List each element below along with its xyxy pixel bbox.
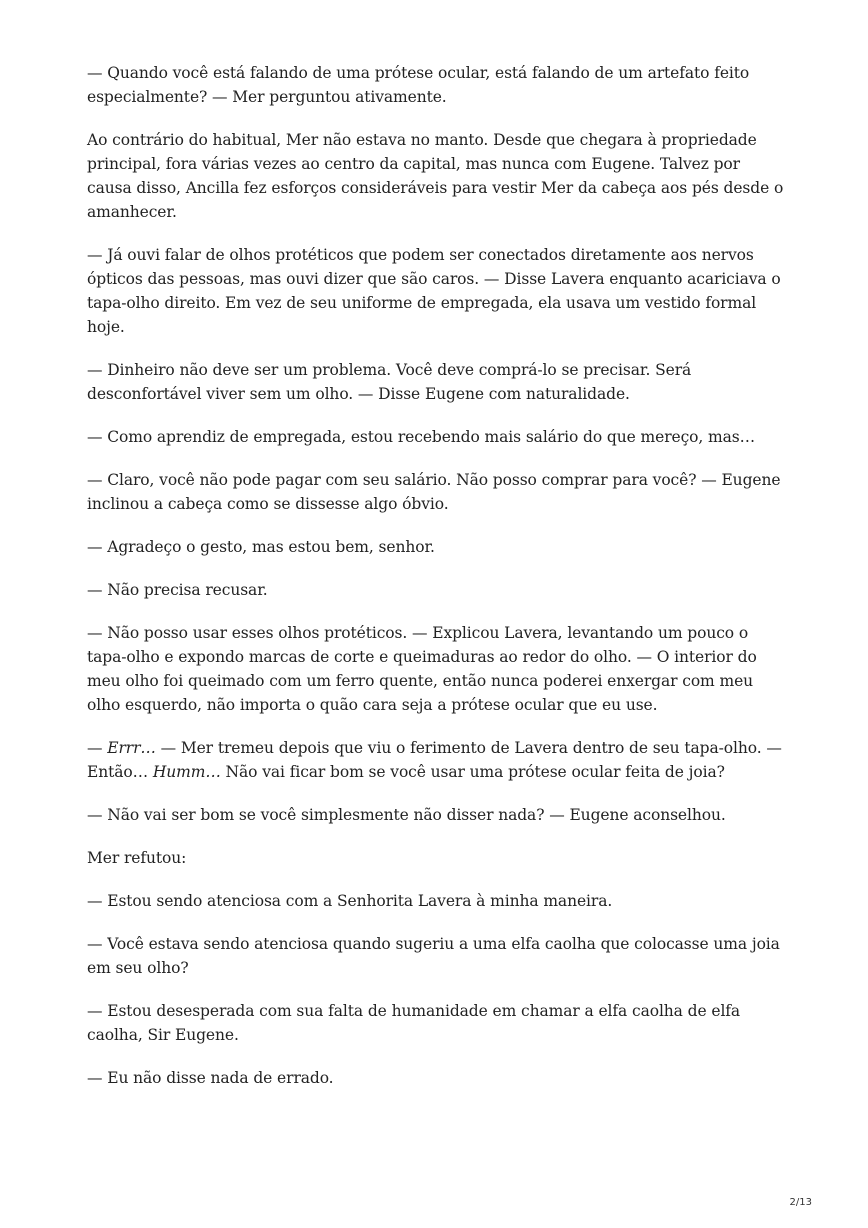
text-segment: — Dinheiro não deve ser um problema. Você deve comprá-lo se precisar. Será desconfortável viver sem um olho. — Disse Eugene com naturalidade. — [87, 361, 692, 403]
text-segment: — Estou desesperada com sua falta de humanidade em chamar a elfa caolha de elfa caolha, Sir Eugene. — [87, 1002, 741, 1044]
paragraph — [87, 358, 787, 406]
paragraph — [87, 243, 787, 339]
paragraph — [87, 61, 787, 109]
text-segment: — Agradeço o gesto, mas estou bem, senhor. — [87, 538, 435, 556]
text-segment: Mer refutou: — [87, 849, 187, 867]
paragraph — [87, 736, 787, 784]
paragraph — [87, 999, 787, 1047]
text-segment: — Já ouvi falar de olhos protéticos que podem ser conectados diretamente aos nervos ópticos das pessoas, mas ouvi dizer que são caros. — Disse Lavera enquanto acariciava o tapa-olho direito. Em vez de seu uniforme de empregada, ela usava um vestido formal hoje. — [87, 246, 781, 336]
paragraph — [87, 803, 787, 827]
document-body — [87, 61, 787, 1109]
paragraph — [87, 1066, 787, 1090]
italic-text: Errr… — [107, 739, 156, 757]
text-segment: — Estou sendo atenciosa com a Senhorita Lavera à minha maneira. — [87, 892, 613, 910]
paragraph — [87, 621, 787, 717]
text-segment: — — [87, 739, 108, 757]
text-segment: — Claro, você não pode pagar com seu salário. Não posso comprar para você? — Eugene inclinou a cabeça como se dissesse algo óbvio. — [87, 471, 781, 513]
text-segment: — Não vai ser bom se você simplesmente não disser nada? — Eugene aconselhou. — [87, 806, 726, 824]
page-number: 2/13 — [789, 1197, 812, 1208]
text-segment: — Mer tremeu depois que viu o ferimento de Lavera dentro de seu tapa-olho. — Então… — [87, 739, 782, 781]
italic-text: Humm… — [152, 763, 221, 781]
text-segment: — Você estava sendo atenciosa quando sugeriu a uma elfa caolha que colocasse uma joia em seu olho? — [87, 935, 780, 977]
text-segment: Não vai ficar bom se você usar uma prótese ocular feita de joia? — [220, 763, 725, 781]
text-segment: — Quando você está falando de uma prótese ocular, está falando de um artefato feito especialmente? — Mer perguntou ativamente. — [87, 64, 750, 106]
text-segment: — Não precisa recusar. — [87, 581, 268, 599]
paragraph — [87, 578, 787, 602]
text-segment: — Não posso usar esses olhos protéticos. — Explicou Lavera, levantando um pouco o tapa-olho e expondo marcas de corte e queimaduras ao redor do olho. — O interior do meu olho foi queimado com um ferro quente, então nunca poderei enxergar com meu olho esquerdo, não importa o quão cara seja a prótese ocular que eu use. — [87, 624, 757, 714]
paragraph — [87, 932, 787, 980]
text-segment: Ao contrário do habitual, Mer não estava no manto. Desde que chegara à propriedade principal, fora várias vezes ao centro da capital, mas nunca com Eugene. Talvez por causa disso, Ancilla fez esforços consideráveis para vestir Mer da cabeça aos pés desde o amanhecer. — [87, 131, 784, 221]
paragraph — [87, 425, 787, 449]
text-segment: — Como aprendiz de empregada, estou recebendo mais salário do que mereço, mas… — [87, 428, 756, 446]
paragraph — [87, 128, 787, 224]
paragraph — [87, 535, 787, 559]
paragraph — [87, 889, 787, 913]
paragraph — [87, 468, 787, 516]
paragraph — [87, 846, 787, 870]
text-segment: — Eu não disse nada de errado. — [87, 1069, 334, 1087]
